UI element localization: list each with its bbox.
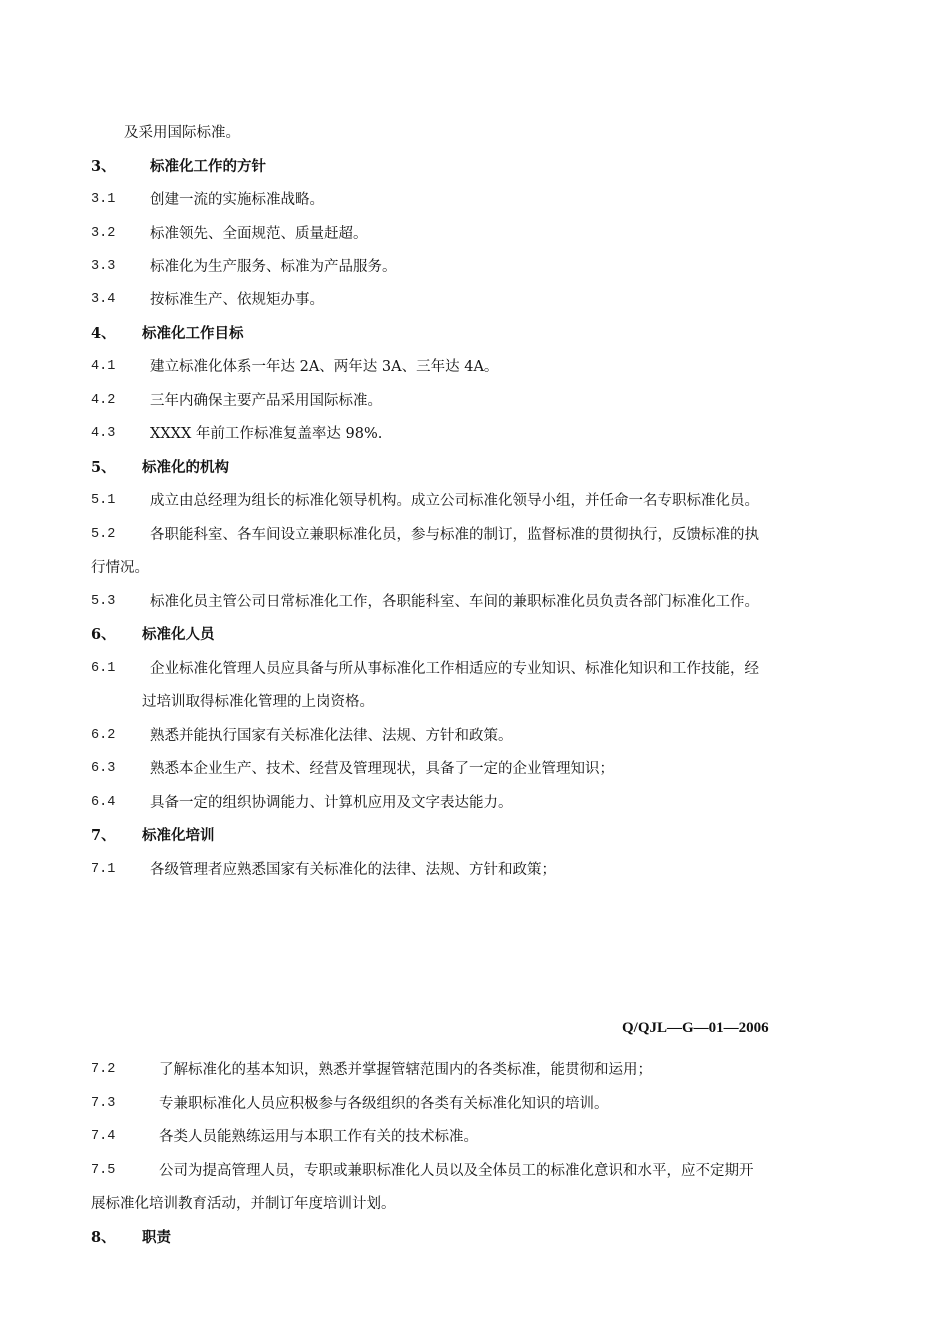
item-7-1-number: 7.1 xyxy=(91,862,116,877)
section-3-number: 3、 xyxy=(91,158,116,175)
document-code: Q/QJL—G—01—2006 xyxy=(622,1020,769,1036)
section-5-number: 5、 xyxy=(91,459,116,476)
item-7-2-number: 7.2 xyxy=(91,1062,116,1077)
section-3-title: 标准化工作的方针 xyxy=(150,158,266,175)
section-8-number: 8、 xyxy=(91,1229,116,1246)
item-3-4-text: 按标准生产、依规矩办事。 xyxy=(150,292,324,308)
item-7-5-text: 公司为提高管理人员，专职或兼职标准化人员以及全体员工的标准化意识和水平，应不定期开 xyxy=(159,1163,754,1179)
section-7-number: 7、 xyxy=(91,827,116,844)
item-5-2-continuation: 行情况。 xyxy=(91,560,149,576)
item-5-1-number: 5.1 xyxy=(91,493,116,508)
item-6-4-text: 具备一定的组织协调能力、计算机应用及文字表达能力。 xyxy=(150,795,513,811)
item-4-1-text: 建立标准化体系一年达 2A、两年达 3A、三年达 4A。 xyxy=(150,359,499,375)
item-3-1-number: 3.1 xyxy=(91,192,116,207)
item-7-4-text: 各类人员能熟练运用与本职工作有关的技术标准。 xyxy=(159,1129,478,1145)
section-6-number: 6、 xyxy=(91,626,116,643)
intro-text: 及采用国际标准。 xyxy=(124,125,240,141)
item-6-1-text: 企业标准化管理人员应具备与所从事标准化工作相适应的专业知识、标准化知识和工作技能，经 xyxy=(150,661,759,677)
item-4-2-text: 三年内确保主要产品采用国际标准。 xyxy=(150,393,382,409)
section-4-number: 4、 xyxy=(91,325,116,342)
item-3-2-text: 标准领先、全面规范、质量赶超。 xyxy=(150,226,368,242)
item-5-2-text: 各职能科室、各车间设立兼职标准化员，参与标准的制订，监督标准的贯彻执行，反馈标准的执 xyxy=(150,527,759,543)
item-6-2-number: 6.2 xyxy=(91,728,116,743)
item-6-3-number: 6.3 xyxy=(91,761,116,776)
item-3-3-text: 标准化为生产服务、标准为产品服务。 xyxy=(150,259,397,275)
item-4-3-number: 4.3 xyxy=(91,426,116,441)
item-6-1-continuation: 过培训取得标准化管理的上岗资格。 xyxy=(142,694,374,710)
item-7-1-text: 各级管理者应熟悉国家有关标准化的法律、法规、方针和政策； xyxy=(150,862,556,878)
item-7-3-text: 专兼职标准化人员应积极参与各级组织的各类有关标准化知识的培训。 xyxy=(159,1096,609,1112)
item-4-3-text: XXXX 年前工作标准复盖率达 98%. xyxy=(150,426,383,442)
item-7-3-number: 7.3 xyxy=(91,1096,116,1111)
section-6-title: 标准化人员 xyxy=(142,626,215,643)
item-4-2-number: 4.2 xyxy=(91,393,116,408)
section-7-title: 标准化培训 xyxy=(142,827,215,844)
section-8-title: 职责 xyxy=(142,1229,171,1246)
item-6-3-text: 熟悉本企业生产、技术、经营及管理现状，具备了一定的企业管理知识； xyxy=(150,761,614,777)
item-7-2-text: 了解标准化的基本知识，熟悉并掌握管辖范围内的各类标准，能贯彻和运用； xyxy=(159,1062,652,1078)
item-7-4-number: 7.4 xyxy=(91,1129,116,1144)
item-3-2-number: 3.2 xyxy=(91,226,116,241)
item-5-1-text: 成立由总经理为组长的标准化领导机构。成立公司标准化领导小组，并任命一名专职标准化员。 xyxy=(150,493,759,509)
item-7-5-continuation: 展标准化培训教育活动，并制订年度培训计划。 xyxy=(91,1196,396,1212)
section-4-title: 标准化工作目标 xyxy=(142,325,244,342)
item-6-4-number: 6.4 xyxy=(91,795,116,810)
item-5-3-text: 标准化员主管公司日常标准化工作，各职能科室、车间的兼职标准化员负责各部门标准化工作。 xyxy=(150,594,759,610)
item-5-3-number: 5.3 xyxy=(91,594,116,609)
item-4-1-number: 4.1 xyxy=(91,359,116,374)
item-3-4-number: 3.4 xyxy=(91,292,116,307)
item-3-1-text: 创建一流的实施标准战略。 xyxy=(150,192,324,208)
item-6-1-number: 6.1 xyxy=(91,661,116,676)
item-6-2-text: 熟悉并能执行国家有关标准化法律、法规、方针和政策。 xyxy=(150,728,513,744)
section-5-title: 标准化的机构 xyxy=(142,459,229,476)
item-3-3-number: 3.3 xyxy=(91,259,116,274)
item-7-5-number: 7.5 xyxy=(91,1163,116,1178)
item-5-2-number: 5.2 xyxy=(91,527,116,542)
